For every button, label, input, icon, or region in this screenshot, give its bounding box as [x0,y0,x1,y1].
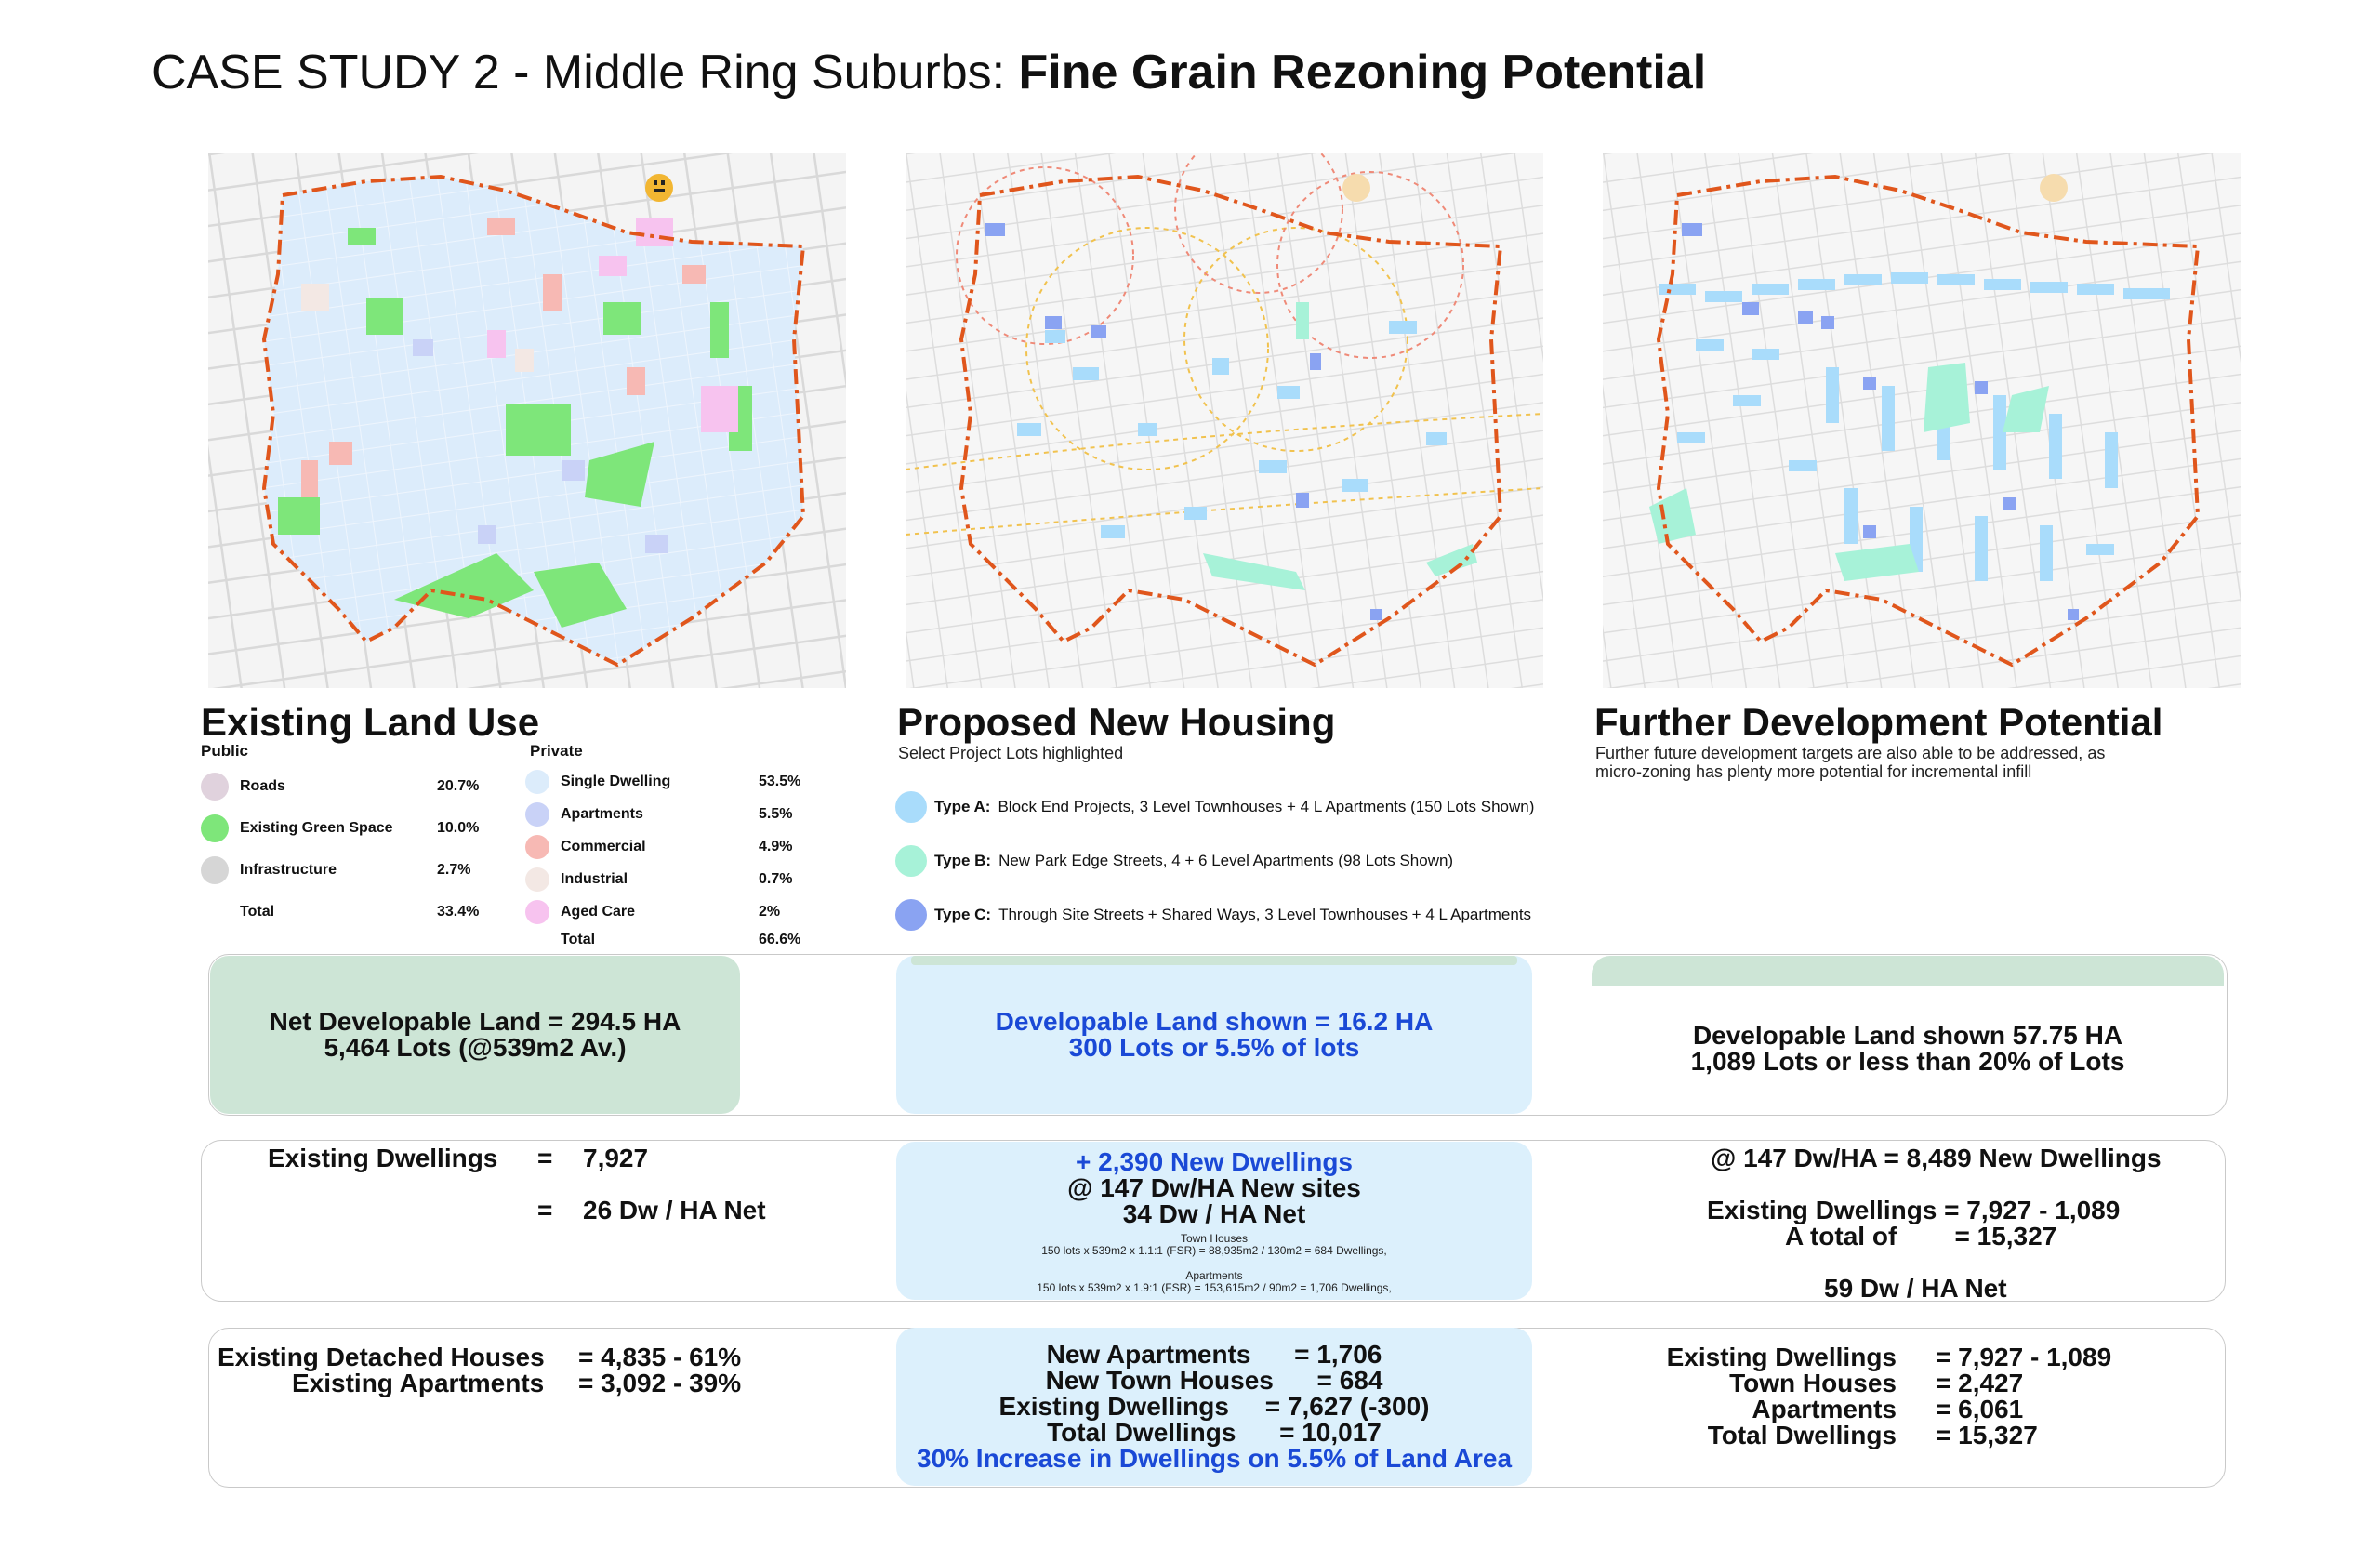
type-description: New Park Edge Streets, 4 + 6 Level Apartments (98 Lots Shown) [998,852,1454,869]
legend-green-space [201,814,393,843]
apartments-calc: 150 lots x 539m2 x 1.9:1 (FSR) = 153,615m2 / 90m2 = 1,706 Dwellings, [1037,1281,1392,1294]
legend-value: 5.5% [759,806,793,822]
legend-value: 33.4% [437,904,480,920]
type-c-legend [895,898,1531,932]
title-bold: Fine Grain Rezoning Potential [1018,46,1707,99]
existing-land-use-heading: Existing Land Use [201,700,540,744]
net-developable-land: Net Developable Land = 294.5 HA [269,1007,681,1036]
proposed-housing-heading: Proposed New Housing [897,700,1336,744]
equals-sign: = [537,1144,553,1172]
existing-apartments-value: = 3,092 - 39% [578,1369,742,1397]
legend-label: Existing Green Space [240,820,393,836]
type-label: Type C: [934,906,992,923]
further-lots: 1,089 Lots or less than 20% of Lots [1690,1047,2125,1076]
right-value-existing: = 7,927 - 1,089 [1936,1343,2112,1371]
further-development-heading: Further Development Potential [1594,700,2163,744]
panel-top-accent [911,956,1517,965]
further-developable-land: Developable Land shown 57.75 HA [1692,1021,2123,1050]
apartments-calc-title: Apartments [1185,1269,1243,1282]
legend-value: 2% [759,904,781,920]
proposed-housing-map [906,153,1543,688]
existing-detached-value: = 4,835 - 61% [578,1343,742,1371]
infrastructure-swatch-icon [201,856,229,884]
existing-density-value: 26 Dw / HA Net [583,1196,766,1224]
further-total: A total of = 15,327 [1785,1222,2057,1251]
industrial-swatch-icon [525,867,549,892]
legend-label: Industrial [561,871,628,887]
apartments-swatch-icon [525,802,549,827]
net-density: 34 Dw / HA Net [1122,1199,1306,1228]
legend-aged-care [525,897,635,927]
new-dwellings-total: + 2,390 New Dwellings [1075,1147,1354,1176]
aged-care-swatch-icon [525,900,549,924]
legend-value: 10.0% [437,820,480,836]
legend-label: Apartments [561,806,643,822]
type-description: Block End Projects, 3 Level Townhouses + 4 L Apartments (150 Lots Shown) [998,798,1535,815]
right-value-total: = 15,327 [1936,1421,2038,1449]
legend-label: Commercial [561,839,646,854]
legend-label: Total [240,904,275,920]
green-space-swatch-icon [201,814,229,842]
total-lots: 5,464 Lots (@539m2 Av.) [324,1033,627,1062]
legend-label: Aged Care [561,904,636,920]
new-town-houses: New Town Houses = 684 [1045,1366,1383,1395]
type-label: Type A: [934,798,991,815]
town-houses-calc-title: Town Houses [1180,1232,1249,1245]
legend-public-title: Public [201,742,249,760]
type-c-swatch-icon [895,899,927,931]
legend-infrastructure [201,855,337,885]
legend-label: Infrastructure [240,862,337,878]
total-dwellings: Total Dwellings = 10,017 [1047,1418,1382,1447]
further-development-subtitle-2: micro-zoning has plenty more potential for incremental infill [1595,762,2032,781]
type-label: Type B: [934,852,992,869]
existing-dwellings-label: Existing Dwellings [268,1144,498,1172]
further-land-panel [1592,986,2224,1112]
right-label-total: Total Dwellings [1707,1421,1897,1449]
legend-label: Roads [240,778,285,794]
existing-apartments-label: Existing Apartments [292,1369,545,1397]
type-description: Through Site Streets + Shared Ways, 3 Level Townhouses + 4 L Apartments [998,906,1532,923]
roads-swatch-icon [201,773,229,801]
legend-value: 4.9% [759,839,793,854]
title-prefix: CASE STUDY 2 - Middle Ring Suburbs: [152,46,1019,99]
further-development-map [1603,153,2241,688]
legend-label: Single Dwelling [561,774,671,789]
type-a-legend [895,790,1534,824]
existing-land-use-map [208,153,846,688]
new-dwellings-panel [896,1142,1532,1300]
page-title [152,43,1706,102]
dwelling-increase-summary: 30% Increase in Dwellings on 5.5% of Land Area [916,1444,1513,1473]
right-label-town-houses: Town Houses [1729,1369,1897,1397]
right-label-apartments: Apartments [1752,1395,1897,1423]
further-existing-dwellings: Existing Dwellings = 7,927 - 1,089 [1707,1196,2121,1224]
legend-commercial [525,832,646,862]
legend-value: 2.7% [437,862,471,878]
existing-detached-label: Existing Detached Houses [218,1343,545,1371]
type-a-swatch-icon [895,791,927,823]
legend-roads [201,772,285,801]
legend-value: 66.6% [759,932,801,947]
panel-top-accent [1592,956,2224,986]
developable-land-shown-panel [896,956,1532,1114]
new-apartments: New Apartments = 1,706 [1046,1340,1382,1369]
legend-public-total [201,897,274,927]
right-value-town-houses: = 2,427 [1936,1369,2024,1397]
legend-private-total [525,925,595,955]
legend-apartments [525,800,643,829]
existing-dwellings-adjusted: Existing Dwellings = 7,627 (-300) [998,1392,1430,1421]
town-houses-calc: 150 lots x 539m2 x 1.1:1 (FSR) = 88,935m2 / 130m2 = 684 Dwellings, [1041,1244,1387,1257]
right-label-existing: Existing Dwellings [1666,1343,1897,1371]
legend-value: 20.7% [437,778,480,794]
type-b-swatch-icon [895,845,927,877]
right-value-apartments: = 6,061 [1936,1395,2024,1423]
legend-private-title: Private [530,742,583,760]
further-new-dwellings: @ 147 Dw/HA = 8,489 New Dwellings [1711,1144,2162,1172]
further-density: 59 Dw / HA Net [1824,1274,2007,1303]
legend-label: Total [561,932,596,947]
net-developable-land-panel [210,956,740,1114]
lots-shown: 300 Lots or 5.5% of lots [1068,1033,1360,1062]
legend-industrial [525,865,628,894]
legend-value: 0.7% [759,871,793,887]
new-sites-density: @ 147 Dw/HA New sites [1067,1173,1361,1202]
further-development-subtitle-1: Further future development targets are also able to be addressed, as [1595,744,2106,762]
existing-dwellings-value: 7,927 [583,1144,649,1172]
equals-sign: = [537,1196,553,1224]
proposed-housing-subtitle: Select Project Lots highlighted [898,744,1124,762]
legend-single-dwelling [525,767,670,797]
type-b-legend [895,844,1453,878]
single-dwelling-swatch-icon [525,770,549,794]
developable-land-shown: Developable Land shown = 16.2 HA [995,1007,1434,1036]
legend-value: 53.5% [759,774,801,789]
dwelling-mix-panel [896,1328,1532,1486]
commercial-swatch-icon [525,835,549,859]
